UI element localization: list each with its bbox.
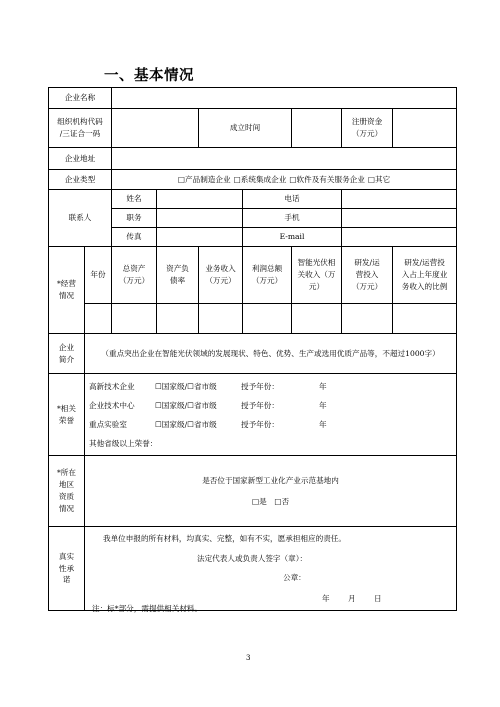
page-number: 3 [246, 654, 251, 662]
type-option-integration[interactable]: □系统集成企业 [233, 174, 287, 184]
org-code-label: 组织机构代码 /三证合一码 [49, 109, 112, 148]
row-profile [49, 334, 457, 374]
honor-row-tech-center: 企业技术中心 ☐国家级/☐省市级 授予年份： 年 [89, 396, 454, 415]
address-label: 企业地址 [49, 148, 112, 170]
year-cell[interactable] [85, 304, 112, 334]
company-type-options [112, 170, 457, 190]
total-assets-cell[interactable] [112, 304, 157, 334]
section-title: 一、基本情况 [104, 68, 194, 84]
col-total-assets: 总资产 （万元） [112, 247, 157, 304]
row-declaration [49, 527, 457, 611]
date-month: 月 [348, 594, 356, 603]
company-name-field[interactable] [112, 88, 457, 109]
fax-field[interactable] [157, 228, 243, 247]
region-options[interactable]: □是 □否 [251, 497, 290, 506]
declaration-content [85, 527, 457, 611]
row-company-type [49, 170, 457, 190]
region-content [85, 456, 457, 527]
profile-label: 企业 简介 [49, 334, 85, 374]
honor-level-checkbox[interactable]: ☐国家级/☐省市级 [155, 400, 217, 410]
signature-label[interactable]: 法定代表人或负责人签字（章）： [197, 554, 308, 563]
region-question: 是否位于国家新型工业化产业示范基地内 [202, 476, 339, 485]
rd-ratio-cell[interactable] [393, 304, 457, 334]
phone-field[interactable] [342, 190, 457, 209]
row-contact-name [49, 190, 457, 209]
date-day: 日 [374, 594, 382, 603]
phone-label: 电话 [243, 190, 342, 209]
type-option-software[interactable]: □软件及有关服务企业 [289, 174, 365, 184]
name-field[interactable] [157, 190, 243, 209]
honor-row-key-lab: 重点实验室 ☐国家级/☐省市级 授予年份： 年 [89, 415, 454, 434]
honor-row-other: 其他省级以上荣誉： [89, 438, 158, 448]
footnote: 注：标*部分，需提供相关材料。 [92, 604, 203, 613]
row-address [49, 148, 457, 170]
honors-content [85, 374, 457, 456]
capital-field[interactable] [393, 109, 457, 148]
rd-investment-cell[interactable] [342, 304, 393, 334]
address-field[interactable] [112, 148, 457, 170]
position-field[interactable] [157, 209, 243, 228]
company-name-label: 企业名称 [49, 88, 112, 109]
basic-info-form [48, 87, 457, 611]
company-type-label: 企业类型 [49, 170, 112, 190]
row-company-name [49, 88, 457, 109]
capital-label: 注册资金 （万元） [342, 109, 393, 148]
col-pv-income: 智能光伏相 关收入（万 元） [292, 247, 342, 304]
honor-level-checkbox[interactable]: ☐国家级/☐省市级 [155, 381, 217, 391]
row-operations-data [49, 304, 457, 334]
col-business-income: 业务收入 （万元） [199, 247, 243, 304]
email-field[interactable] [342, 228, 457, 247]
est-time-label: 成立时间 [199, 109, 292, 148]
honor-level-checkbox[interactable]: ☐国家级/☐省市级 [155, 419, 217, 429]
col-debt-ratio: 资产负 债率 [157, 247, 199, 304]
type-option-manufacturing[interactable]: □产品制造企业 [177, 174, 231, 184]
declaration-statement: 我单位申报的所有材料，均真实、完整，如有不实，愿承担相应的责任。 [103, 534, 346, 543]
row-honors [49, 374, 457, 456]
fax-label: 传真 [112, 228, 157, 247]
row-operations-header [49, 247, 457, 304]
region-label: *所在 地区 资质 情况 [49, 456, 85, 527]
profile-text[interactable]: （重点突出企业在智能光伏领域的发展现状、特色、优势、生产或选用优质产品等，不超过1000字） [85, 334, 457, 374]
position-label: 职务 [112, 209, 157, 228]
col-rd-ratio: 研发/运营投 入占上年度业 务收入的比例 [393, 247, 457, 304]
operations-label: *经营 情况 [49, 247, 85, 334]
total-profit-cell[interactable] [243, 304, 292, 334]
honor-row-hightech: 高新技术企业 ☐国家级/☐省市级 授予年份： 年 [89, 377, 454, 396]
mobile-field[interactable] [342, 209, 457, 228]
name-label: 姓名 [112, 190, 157, 209]
honors-label: *相关 荣誉 [49, 374, 85, 456]
pv-income-cell[interactable] [292, 304, 342, 334]
contact-label: 联系人 [49, 190, 112, 247]
col-rd-investment: 研发/运 营投入 （万元） [342, 247, 393, 304]
est-time-field[interactable] [292, 109, 342, 148]
type-option-other[interactable]: □其它 [367, 174, 391, 184]
row-org-code [49, 109, 457, 148]
col-total-profit: 利润总额 （万元） [243, 247, 292, 304]
business-income-cell[interactable] [199, 304, 243, 334]
date-year: 年 [322, 594, 330, 603]
year-header: 年份 [85, 247, 112, 304]
row-region [49, 456, 457, 527]
seal-label[interactable]: 公章： [283, 573, 306, 582]
debt-ratio-cell[interactable] [157, 304, 199, 334]
email-label: E-mail [243, 228, 342, 247]
mobile-label: 手机 [243, 209, 342, 228]
declaration-label: 真实 性承 诺 [49, 527, 85, 611]
org-code-field[interactable] [112, 109, 199, 148]
